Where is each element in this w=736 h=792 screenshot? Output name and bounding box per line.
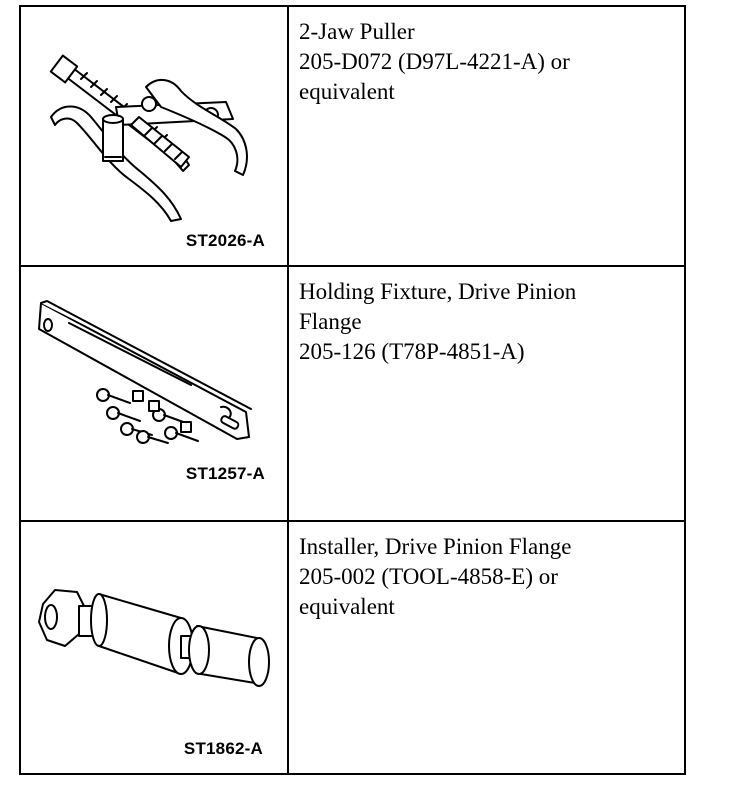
tool-description: [289, 7, 684, 265]
figure-code: ST1257-A: [185, 464, 265, 483]
tool-row: [21, 522, 684, 773]
tool-illustration-cell: [21, 522, 289, 773]
tool-note: equivalent: [299, 594, 395, 619]
tool-name: Installer, Drive Pinion Flange: [299, 534, 572, 559]
tool-name-continued: Flange: [299, 309, 362, 334]
tool-name: 2-Jaw Puller: [299, 19, 415, 44]
tool-row: [21, 7, 684, 267]
two-jaw-puller-icon: [21, 7, 287, 265]
tool-row: [21, 267, 684, 522]
figure-code: ST2026-A: [185, 231, 265, 250]
tool-name: Holding Fixture, Drive Pinion: [299, 279, 577, 304]
special-tools-table: [19, 5, 686, 775]
figure-code: ST1862-A: [183, 739, 263, 758]
tool-illustration-cell: [21, 267, 289, 520]
tool-description: [289, 267, 684, 520]
tool-part-number: 205-126 (T78P-4851-A): [299, 339, 525, 364]
tool-description: [289, 522, 684, 773]
flange-installer-icon: [21, 522, 287, 773]
tool-note: equivalent: [299, 79, 395, 104]
tool-illustration-cell: [21, 7, 289, 265]
tool-part-number: 205-D072 (D97L-4221-A) or: [299, 49, 570, 74]
tool-part-number: 205-002 (TOOL-4858-E) or: [299, 564, 558, 589]
